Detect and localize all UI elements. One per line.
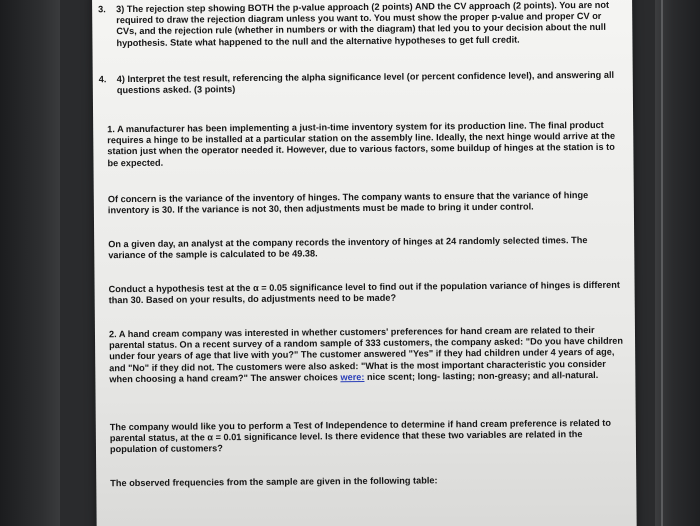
background-left <box>0 0 60 526</box>
rubric-text: 3) The rejection step showing BOTH the p-value approach (2 points) AND the CV approach (2 points). You are not required to draw the rejection diagram unless you want to. You must show the proper p-value and proper CV or CVs, and the rejection rule (whether in numbers or with the diagram) that led you to your decision about the null hypothesis. State what happened to the null and the alternative hypotheses to get full credit. <box>116 0 610 48</box>
rubric-text: 4) Interpret the test result, referencing the alpha significance level (or percent confidence level), and answering all questions asked. (3 points) <box>116 69 615 96</box>
edge-line <box>661 0 663 526</box>
rubric-number: 4. <box>98 74 107 85</box>
problem-2-intro <box>109 325 627 386</box>
problem-2-test: The company would like you to perform a Test of Independence to determine if hand cream preference is related to parental status, at the α = 0.01 significance level. Is there evidence that these two variables are related in the population of customers? <box>109 417 611 455</box>
problem-1-intro: 1. A manufacturer has been implementing a just-in-time inventory system for its production line. The final product requires a hinge to be installed at a particular station on the assembly line. Ideally, the next hinge would arrive at the station just when the operator needed it. However, due to various factors, some buildup of hinges at the station is to be expected. <box>107 119 616 168</box>
problem-2-table-intro: The observed frequencies from the sample are given in the following table: <box>110 475 438 489</box>
were-link[interactable]: were: <box>340 371 365 383</box>
problem-1-data: On a given day, an analyst at the company records the inventory of hinges at 24 randomly selected times. The variance of the sample is calculated to be 49.38. <box>108 235 588 261</box>
rubric-number: 3. <box>98 4 106 15</box>
problem-1-concern: Of concern is the variance of the inventory of hinges. The company wants to ensure that the variance of hinge inventory is 30. If the variance is not 30, then adjustments must be made to bring it under control. <box>107 190 589 216</box>
rubric-item-4 <box>98 69 625 97</box>
background-right <box>655 0 700 526</box>
document-page <box>92 0 637 526</box>
problem-2-text: 2. A hand cream company was interested in whether customers' preferences for hand cream are related to their parental status. On a recent survey of a random sample of 333 customers, the company asked: "Do you have children under four years of age that live with you?" The customer answered "Yes" if they had children under 4 years of age, and "No" if they did not. The customers were also asked: "What is the most important characteristic you consider when choosing a hand cream?" The answer choices <box>108 324 624 385</box>
problem-1-question: Conduct a hypothesis test at the α = 0.05 significance level to find out if the population variance of hinges is different than 30. Based on your results, do adjustments need to be made? <box>108 279 620 306</box>
rubric-item-3 <box>98 0 624 49</box>
problem-2-choices: nice scent; long- lasting; non-greasy; and all-natural. <box>366 369 599 382</box>
